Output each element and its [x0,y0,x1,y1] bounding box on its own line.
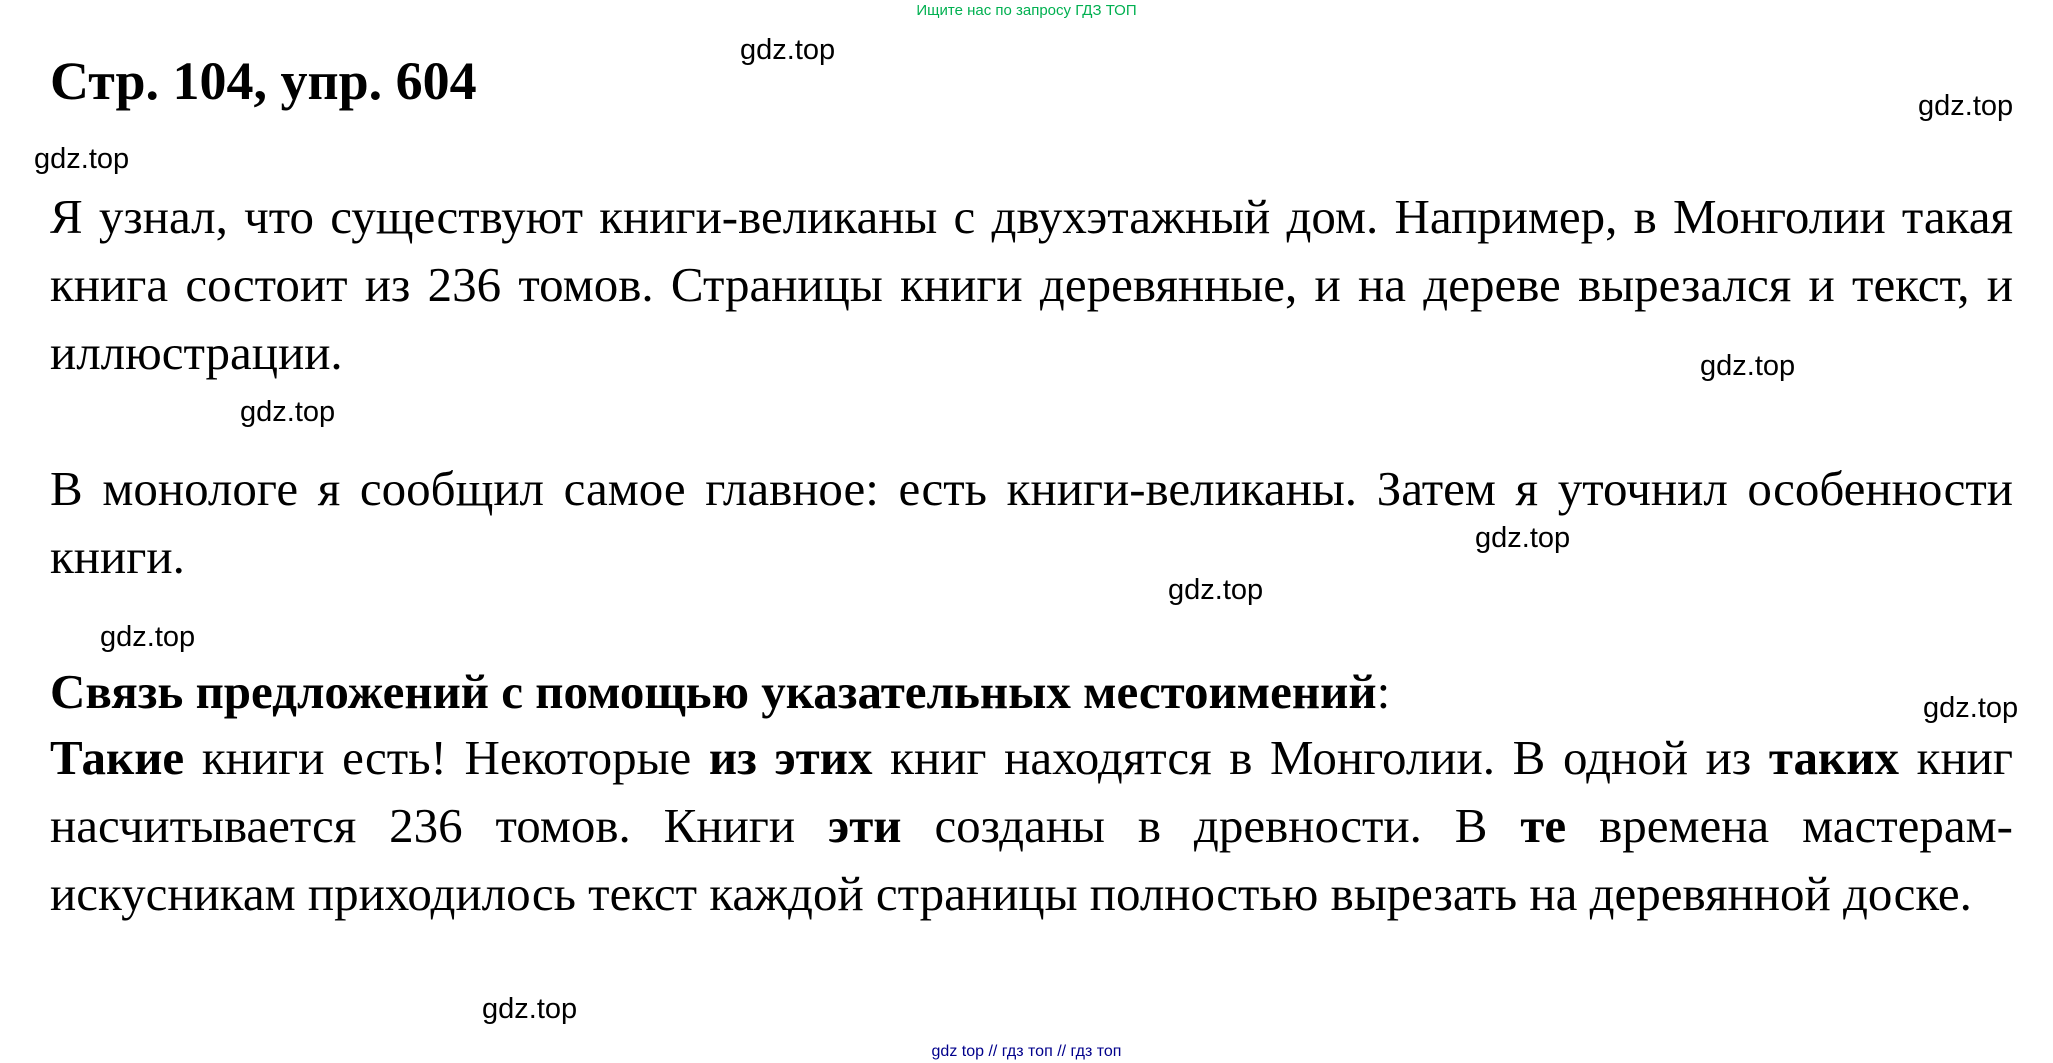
watermark: gdz.top [1168,574,1264,606]
pronoun-highlight: Такие [50,730,185,785]
watermark: gdz.top [1918,90,2014,122]
search-hint-banner: Ищите нас по запросу ГДЗ ТОП [916,2,1137,19]
section-heading-bold: Связь предложений с помощью указательных местоимений [50,664,1377,719]
section-heading-colon: : [1376,664,1391,719]
watermark: gdz.top [240,396,336,428]
paragraph-text: времена мастерам-искусникам приходилось текст каждой страницы полностью вырезать на деревянной доске. [50,798,2013,921]
watermark: gdz.top [1475,522,1571,554]
watermark: gdz.top [34,143,130,175]
section-heading [50,658,1390,726]
pronoun-highlight: те [1520,798,1567,853]
paragraph-text: книг насчитывается 236 томов. Книги [50,730,2013,853]
paragraph-pronouns [50,724,2013,928]
pronoun-highlight: таких [1768,730,1899,785]
paragraph-text: созданы в древности. В [901,798,1521,853]
watermark: gdz.top [740,34,836,66]
pronoun-highlight: эти [828,798,902,853]
watermark: gdz.top [1923,692,2019,724]
watermark: gdz.top [100,621,196,653]
page-title: Стр. 104, упр. 604 [50,51,477,111]
watermark: gdz.top [482,993,578,1025]
footer-banner: gdz top // гдз топ // гдз топ [931,1043,1122,1060]
watermark: gdz.top [1700,350,1796,382]
paragraph-story: Я узнал, что существуют книги-великаны с двухэтажный дом. Например, в Монголии такая книга состоит из 236 томов. Страницы книги деревянные, и на дереве вырезался и текст, и иллюстрации. [50,189,2013,380]
paragraph-monologue: В монологе я сообщил самое главное: есть книги-великаны. Затем я уточнил особенности книги. [50,461,2013,584]
pronoun-highlight: из этих [708,730,873,785]
paragraph-text: книг находятся в Монголии. В одной из [872,730,1769,785]
paragraph-text: книги есть! Некоторые [184,730,709,785]
